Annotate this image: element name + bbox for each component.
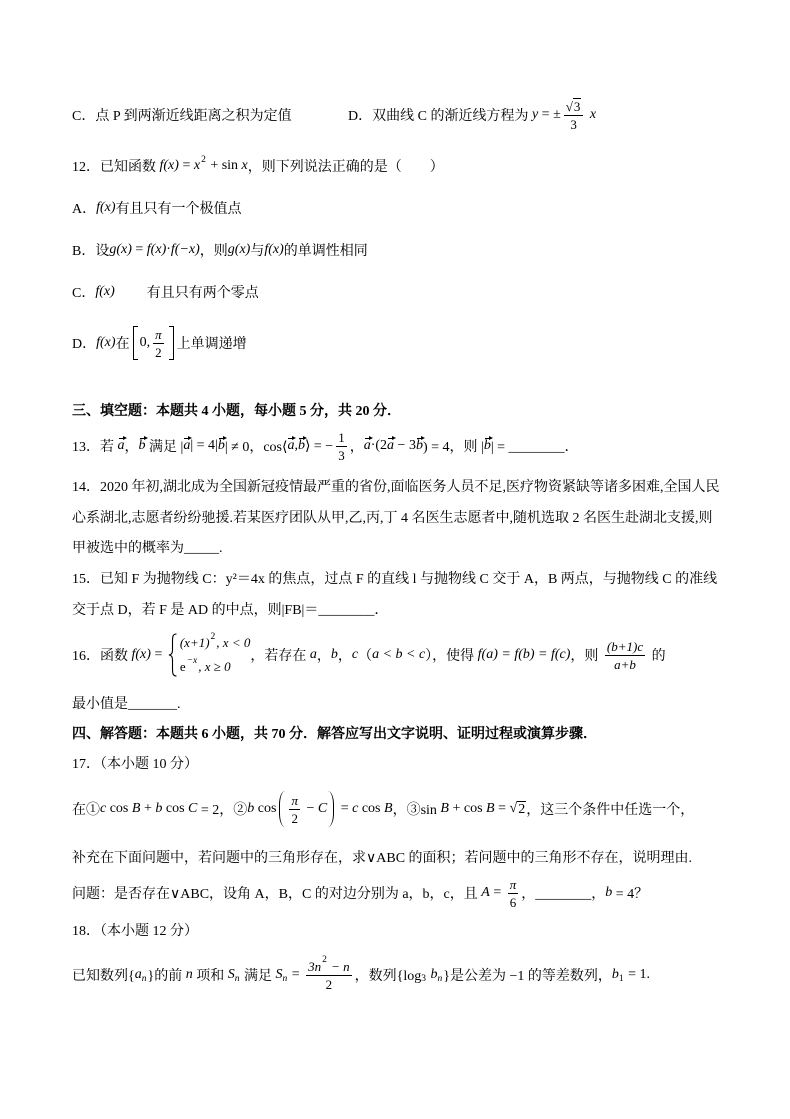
text-segment: | = 4| <box>190 438 218 453</box>
text-segment: }是公差为 −1 的等差数列， <box>443 969 612 984</box>
q17-title <box>72 749 198 777</box>
math-op: = <box>178 158 194 173</box>
math-inequality: a < b < c <box>372 647 426 662</box>
math-var: a <box>134 967 142 982</box>
math-var: C <box>188 801 198 816</box>
superscript: 2 <box>201 155 206 165</box>
vector-a: a <box>287 438 295 453</box>
q14-line-1 <box>72 472 720 500</box>
fraction-denominator: 3 <box>570 117 577 132</box>
math-var: A <box>481 885 490 900</box>
text-segment: − 3 <box>394 438 416 453</box>
math-func: cos <box>162 801 189 816</box>
math-var: c <box>100 801 107 816</box>
math-fx: f(x) <box>264 242 284 257</box>
math-op: = <box>337 801 353 816</box>
case-condition: , x ≥ 0 <box>198 659 231 674</box>
sqrt <box>510 801 527 817</box>
text-segment: ，数列{log <box>354 969 422 984</box>
text-segment: = 1. <box>624 967 651 982</box>
math-var: c <box>352 801 359 816</box>
math-func: + cos <box>448 801 487 816</box>
option-text: 有且只有两个零点 <box>146 286 259 301</box>
q16-line-2 <box>72 689 181 717</box>
case-row-2 <box>180 655 251 679</box>
q11-option-c <box>72 101 292 129</box>
radical-sign: √ <box>509 801 518 816</box>
q14-line-2 <box>72 503 713 531</box>
math-gx: g(x) <box>227 242 251 257</box>
paragraph-line: 交于点 D，若 F 是 AD 的中点，则|FB|＝________． <box>72 603 389 618</box>
text-segment: ，③sin <box>392 803 441 818</box>
piecewise-brace <box>168 633 177 677</box>
text-segment: ，则 <box>199 244 228 259</box>
text-segment: ），使得 <box>425 649 478 664</box>
case-expression: (x+1) <box>179 635 210 650</box>
text-segment: ，若存在 <box>250 649 310 664</box>
math-term: 3n <box>308 958 322 974</box>
q12-option-b <box>72 236 368 264</box>
math-var: B <box>486 801 495 816</box>
fraction-denominator: a+b <box>614 656 636 672</box>
math-op: = <box>494 801 510 816</box>
brace-shape <box>168 633 177 677</box>
option-label: B．设 <box>72 244 110 259</box>
math-var: x <box>241 158 248 173</box>
text-segment: ， <box>337 649 352 664</box>
math-func: cos <box>106 801 132 816</box>
text-segment: 满足 | <box>145 440 184 455</box>
math-op: = <box>489 885 505 900</box>
text-segment: ，则下列说法正确的是（ ） <box>247 160 444 175</box>
subscript: 1 <box>618 974 624 984</box>
question-title: 18．（本小题 12 分） <box>72 924 198 939</box>
math-var: b <box>605 885 613 900</box>
option-text: C．点 P 到两渐近线距离之积为定值 <box>72 109 292 124</box>
text-segment: 的 <box>648 649 666 664</box>
q12-option-c <box>72 278 259 306</box>
subscript: n <box>234 974 240 984</box>
fraction-denominator: 2 <box>291 810 298 826</box>
piecewise-cases <box>180 631 251 679</box>
text-segment: | = ________． <box>490 440 579 455</box>
paragraph-line: 心系湖北,志愿者纷纷驰援.若某医疗团队从甲,乙,丙,丁 4 名医生志愿者中,随机选取 2 名医生赴湖北支援,则 <box>72 511 713 526</box>
section-heading-text: 三、填空题：本题共 4 小题，每小题 5 分，共 20 分． <box>72 404 401 419</box>
math-fx: f(x) <box>146 242 167 257</box>
q15-line-1 <box>72 564 717 592</box>
sqrt <box>566 98 582 114</box>
math-op: + <box>140 801 156 816</box>
math-op: − <box>302 801 318 816</box>
text-segment: 与 <box>250 244 265 259</box>
math-var: b <box>611 967 619 982</box>
left-bracket <box>133 326 138 360</box>
superscript: 2 <box>322 954 327 965</box>
case-expression: e <box>179 659 186 674</box>
q17-line-2 <box>72 843 692 871</box>
section-4-heading <box>72 719 597 747</box>
vector-b: b <box>483 438 491 453</box>
text-segment: | ≠ 0，cos⟨ <box>224 440 288 455</box>
q14-line-3 <box>72 533 223 561</box>
vector-b: b <box>297 438 305 453</box>
math-fx: f(x) <box>96 200 116 215</box>
q18-title <box>72 916 198 944</box>
radicand: 3 <box>573 99 581 114</box>
text-segment: ， <box>349 440 364 455</box>
q12-option-a <box>72 194 242 222</box>
right-bracket <box>169 326 174 360</box>
fraction-numerator <box>306 954 352 976</box>
math-f-neg-x: f(−x) <box>170 242 200 257</box>
option-label: C． <box>72 286 96 301</box>
text-segment: ， <box>124 440 139 455</box>
text-segment: 16．函数 <box>72 649 132 664</box>
math-var: x <box>586 107 597 122</box>
text-segment: ， <box>316 649 331 664</box>
text-segment: ⟩ = − <box>304 438 334 454</box>
text-segment: 已知数列{ <box>72 969 135 984</box>
right-paren <box>328 791 334 827</box>
paragraph-line: 15．已知 F 为抛物线 C：y²＝4x 的焦点，过点 F 的直线 l 与抛物线 C 交于 A，B 两点，与抛物线 C 的准线 <box>72 572 718 587</box>
math-fx: f(x) <box>96 335 116 350</box>
math-gx: g(x) <box>109 242 132 257</box>
text-segment: = 2，② <box>197 803 248 818</box>
vector-b: b <box>217 438 225 453</box>
math-op: = <box>150 647 166 662</box>
q17-line-1 <box>72 792 695 826</box>
math-var: b <box>247 801 255 816</box>
math-fx: f(x) <box>131 647 151 662</box>
text-segment: }的前 <box>147 969 186 984</box>
subscript: 3 <box>421 974 427 984</box>
option-text: D．双曲线 C 的渐近线方程为 <box>348 109 532 124</box>
fraction <box>289 793 300 826</box>
math-var: b <box>155 801 163 816</box>
paragraph-line: 甲被选中的概率为_____. <box>72 541 223 556</box>
math-var: S <box>275 967 283 982</box>
section-heading-text: 四、解答题：本题共 6 小题，共 70 分．解答应写出文字说明、证明过程或演算步骤． <box>72 727 597 742</box>
text-segment: ，________， <box>521 887 606 902</box>
fraction-numerator: π <box>509 876 517 892</box>
math-var: b <box>427 967 438 982</box>
vector-a: a <box>117 438 125 453</box>
case-condition: , x < 0 <box>216 635 251 650</box>
math-var: x <box>193 158 201 173</box>
q18-line-1 <box>72 954 651 992</box>
q13-line <box>72 429 579 463</box>
text-segment: 问题：是否存在∨ABC，设角 A，B，C 的对边分别为 a，b，c，且 <box>72 887 482 902</box>
radicand: 2 <box>518 802 526 817</box>
text-segment: 12．已知函数 <box>72 160 160 175</box>
vector-a: a <box>387 438 395 453</box>
left-paren <box>279 791 285 827</box>
vector-a: a <box>183 438 191 453</box>
math-op: · <box>166 242 171 257</box>
fraction <box>508 877 519 910</box>
text-segment: 在① <box>72 803 100 818</box>
math-var: B <box>440 801 449 816</box>
math-var: b <box>330 647 338 662</box>
superscript: 2 <box>210 632 216 642</box>
math-var: n <box>185 967 193 982</box>
text-segment: , <box>294 438 298 453</box>
paragraph-line: 补充在下面问题中，若问题中的三角形存在，求∨ABC 的面积；若问题中的三角形不存在，说明理由. <box>72 851 693 866</box>
fraction-denominator: 2 <box>325 976 333 992</box>
math-op: + sin <box>206 158 242 173</box>
subscript: n <box>282 974 288 984</box>
fraction <box>153 327 164 360</box>
math-op: = <box>288 967 304 982</box>
text-segment: ) = 4，则 | <box>422 440 484 455</box>
option-text: 有且只有一个极值点 <box>115 202 242 217</box>
vector-b: b <box>138 438 146 453</box>
math-var: S <box>227 967 235 982</box>
paragraph-line: 14．2020 年初,湖北成为全国新冠疫情最严重的省份,面临医务人员不足,医疗物资紧缺等诸多困难,全国人民 <box>72 480 720 495</box>
fraction-denominator: 6 <box>509 894 517 910</box>
math-func: cos <box>254 801 277 816</box>
math-var: a <box>309 647 317 662</box>
text-segment: 13．若 <box>72 440 118 455</box>
q11-option-d <box>348 99 597 132</box>
fraction <box>564 98 584 132</box>
fraction-numerator: π <box>155 326 162 342</box>
text-segment: ，这三个条件中任选一个， <box>526 803 695 818</box>
math-op: = <box>131 242 147 257</box>
fraction-numerator <box>564 98 584 116</box>
text-segment: （ <box>358 649 373 664</box>
fraction-numerator: 1 <box>338 429 345 445</box>
subscript: n <box>437 974 443 984</box>
option-label: D． <box>72 337 97 352</box>
math-fx: f(x) <box>159 158 179 173</box>
math-fx: f(x) <box>95 284 115 299</box>
radical-sign: √ <box>565 99 573 114</box>
math-func: cos <box>358 801 385 816</box>
q12-stem <box>72 152 444 180</box>
math-var: c <box>351 647 359 662</box>
q12-option-d <box>72 326 247 360</box>
vector-b: b <box>415 438 423 453</box>
math-var: B <box>384 801 393 816</box>
math-var: y <box>531 107 539 122</box>
question-title: 17．（本小题 10 分） <box>72 757 198 772</box>
math-var: B <box>131 801 141 816</box>
fraction <box>336 430 347 463</box>
option-text: 的单调性相同 <box>283 244 368 259</box>
vector-a: a <box>363 438 371 453</box>
fraction-numerator: (b+1)c <box>606 638 644 654</box>
fraction-denominator: 2 <box>155 344 162 360</box>
paragraph-line: 最小值是_______. <box>72 697 181 712</box>
math-equation: f(a) = f(b) = f(c) <box>477 647 571 662</box>
math-op: = ± <box>538 107 561 122</box>
text-segment: = 4？ <box>612 887 649 902</box>
text-segment: 满足 <box>240 969 276 984</box>
fraction <box>605 639 645 672</box>
section-3-heading <box>72 396 401 424</box>
text-segment: ，则 <box>570 649 602 664</box>
text-segment: ·(2 <box>370 438 388 453</box>
fraction <box>306 954 352 992</box>
math-var: C <box>317 801 328 816</box>
fraction-numerator: π <box>291 792 298 808</box>
option-text: 上单调递增 <box>176 337 247 352</box>
q17-line-3 <box>72 876 649 910</box>
q15-line-2 <box>72 595 388 623</box>
math-term: − n <box>327 958 350 974</box>
interval-start: 0, <box>139 335 151 350</box>
subscript: n <box>141 974 147 984</box>
fraction-denominator: 3 <box>338 447 345 463</box>
superscript: −x <box>186 656 198 666</box>
text-segment: 项和 <box>192 969 228 984</box>
q16-line-1 <box>72 632 666 674</box>
option-label: A． <box>72 202 97 217</box>
text-segment: 在 <box>115 337 130 352</box>
